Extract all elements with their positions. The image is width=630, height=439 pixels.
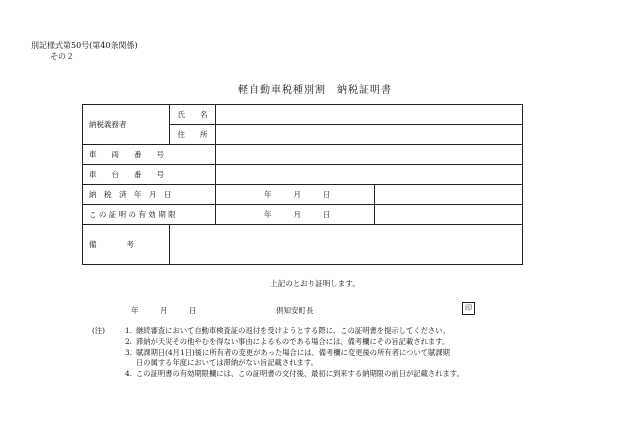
issue-day-label: 日 bbox=[189, 306, 197, 315]
note-item bbox=[92, 326, 464, 337]
issuer-name: 倶知安町長 bbox=[276, 306, 314, 315]
paid-date-blank bbox=[375, 185, 523, 205]
certification-text: 上記のとおり証明します。 bbox=[270, 279, 360, 288]
name-label: 氏 名 bbox=[170, 105, 216, 125]
notes-heading: (注) bbox=[92, 326, 105, 335]
paid-month-label: 月 bbox=[293, 190, 301, 199]
taxpayer-label: 納税義務者 bbox=[83, 105, 170, 145]
validity-date-field[interactable] bbox=[216, 205, 375, 225]
chassis-number-field[interactable] bbox=[216, 165, 523, 185]
remarks-field[interactable] bbox=[170, 225, 523, 265]
taxpayer-name-row bbox=[83, 105, 523, 125]
note-number: 1. bbox=[125, 326, 132, 335]
note-number: 4. bbox=[125, 369, 132, 379]
note-number bbox=[118, 358, 136, 369]
validity-year-label: 年 bbox=[264, 210, 272, 219]
note-number: 2. bbox=[125, 336, 132, 346]
form-number: 別記様式第50号(第40条関係) bbox=[31, 41, 138, 50]
vehicle-number-row bbox=[83, 145, 523, 165]
form-sub-number: その２ bbox=[50, 52, 74, 61]
note-item bbox=[92, 337, 464, 348]
issue-month-label: 月 bbox=[160, 306, 168, 315]
paid-year-label: 年 bbox=[264, 190, 272, 199]
address-label: 住 所 bbox=[170, 125, 216, 145]
validity-month-label: 月 bbox=[293, 210, 301, 219]
paid-date-row bbox=[83, 185, 523, 205]
remarks-row bbox=[83, 225, 523, 265]
note-text: 滞納が天災その他やむを得ない事由によるものである場合には、備考欄にその旨記載されます。 bbox=[136, 336, 450, 346]
validity-day-label: 日 bbox=[323, 210, 331, 219]
certificate-table bbox=[82, 104, 523, 265]
remarks-label: 備 考 bbox=[83, 225, 170, 265]
validity-row bbox=[83, 205, 523, 225]
note-item bbox=[92, 369, 464, 380]
issue-year-label: 年 bbox=[131, 306, 139, 315]
note-text: 日の属する年度においては滞納がない旨記載されます。 bbox=[136, 358, 318, 368]
name-field[interactable] bbox=[216, 105, 523, 125]
note-number: 3. bbox=[125, 347, 132, 357]
validity-label: こ の 証 明 の 有 効 期 限 bbox=[83, 205, 216, 225]
document-title: 軽自動車税種別割 納税証明書 bbox=[238, 85, 392, 96]
notes-section bbox=[92, 326, 464, 380]
note-item bbox=[92, 358, 464, 369]
note-item bbox=[92, 348, 464, 359]
vehicle-number-label: 車 両 番 号 bbox=[83, 145, 216, 165]
paid-date-label: 納 税 済 年 月 日 bbox=[83, 185, 216, 205]
paid-day-label: 日 bbox=[323, 190, 331, 199]
note-text: この証明書の有効期限欄には、この証明書の交付後、最初に到来する納期限の前日が記載されます。 bbox=[136, 369, 464, 379]
chassis-number-row bbox=[83, 165, 523, 185]
paid-date-field[interactable] bbox=[216, 185, 375, 205]
chassis-number-label: 車 台 番 号 bbox=[83, 165, 216, 185]
validity-blank bbox=[375, 205, 523, 225]
seal-stamp: 印 bbox=[462, 302, 475, 315]
note-text: 継続審査において自動車検査証の返付を受けようとする際に、この証明書を提示してください。 bbox=[136, 326, 450, 335]
address-field[interactable] bbox=[216, 125, 523, 145]
note-text: 賦課期日(4月1日)後に所有者の変更があった場合には、備考欄に変更後の所有者について賦課期 bbox=[136, 347, 450, 357]
vehicle-number-field[interactable] bbox=[216, 145, 523, 165]
